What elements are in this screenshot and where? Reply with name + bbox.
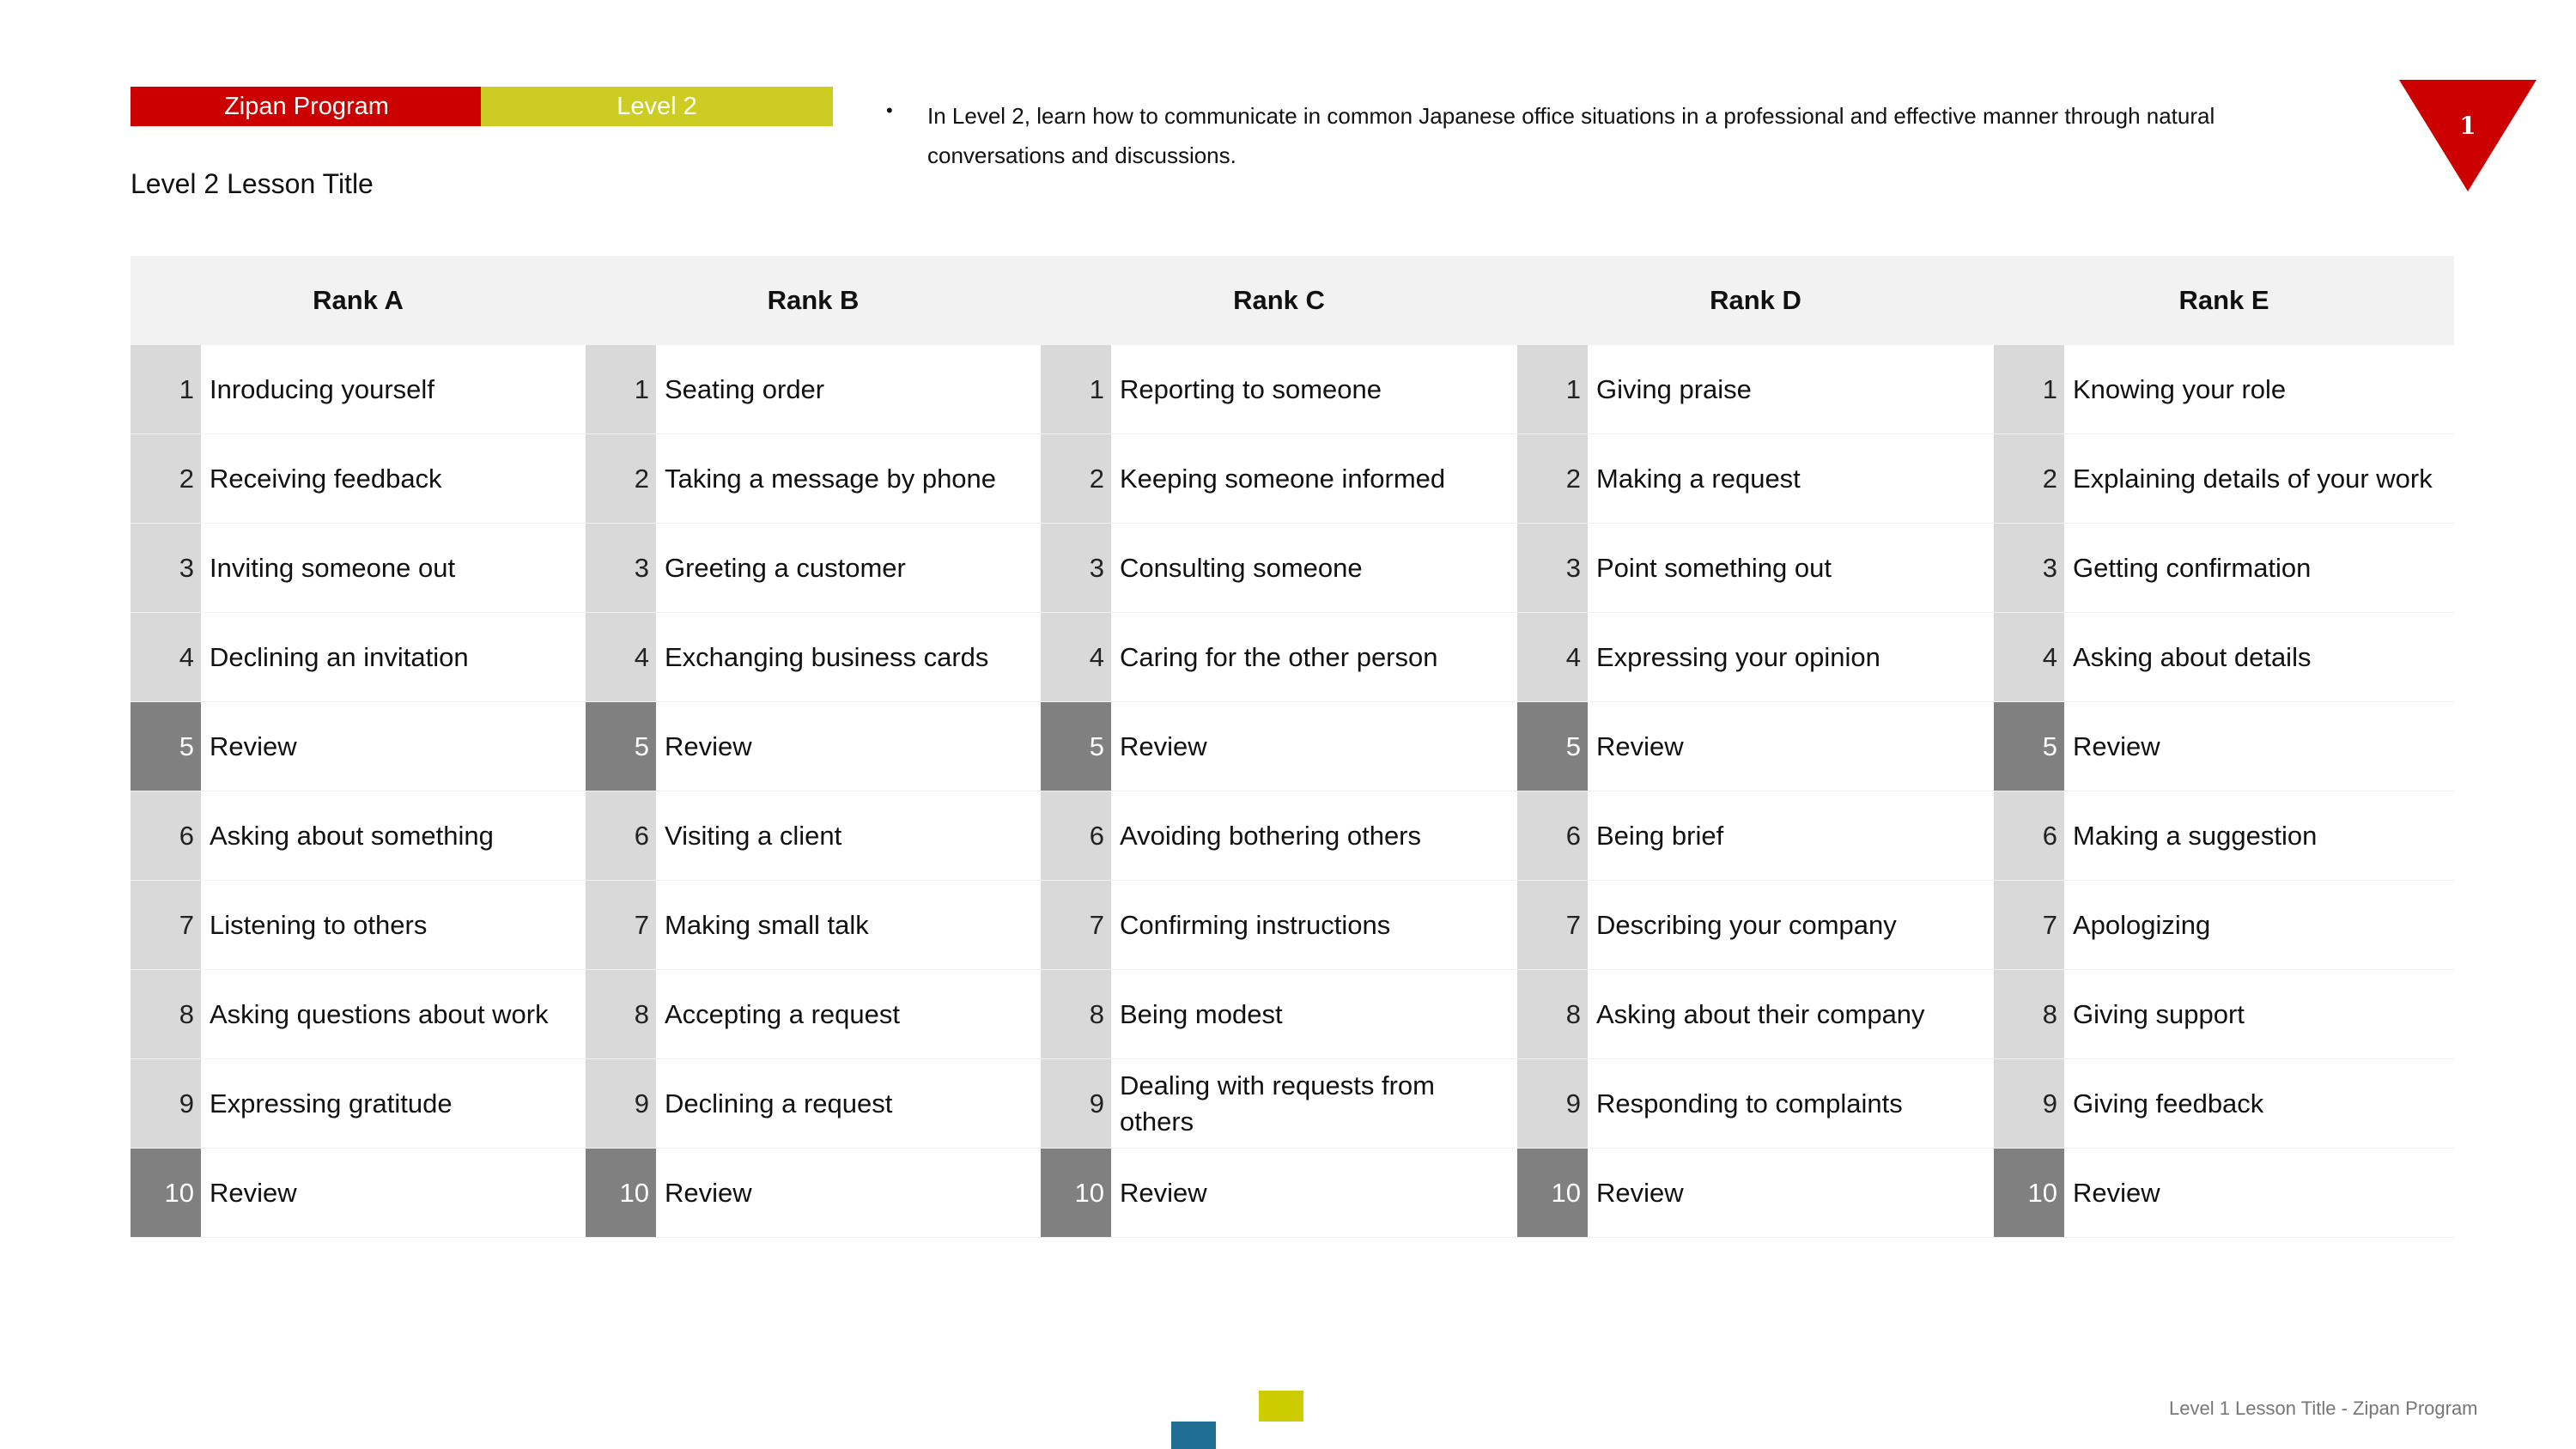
lesson-number: 3 — [131, 524, 201, 612]
lesson-title: Receiving feedback — [210, 463, 442, 494]
lesson-row — [131, 881, 586, 970]
lesson-row — [586, 524, 1041, 613]
lesson-number: 3 — [1517, 524, 1588, 612]
curriculum-table — [131, 256, 2454, 1238]
lesson-number: 9 — [1517, 1059, 1588, 1148]
lesson-row — [1994, 881, 2454, 970]
lesson-number: 4 — [1994, 613, 2064, 701]
lesson-number: 2 — [586, 434, 656, 523]
review-row — [131, 1149, 586, 1238]
lesson-title: Asking about something — [210, 820, 494, 851]
lesson-title: Avoiding bothering others — [1120, 820, 1422, 851]
rank-header: Rank A — [131, 256, 586, 345]
lesson-number: 5 — [1041, 702, 1111, 791]
lesson-number: 1 — [1041, 345, 1111, 433]
decorative-yellow-square — [1259, 1391, 1303, 1422]
lesson-number: 1 — [586, 345, 656, 433]
lesson-title: Greeting a customer — [665, 552, 906, 583]
lesson-title: Giving feedback — [2073, 1088, 2264, 1119]
lesson-number: 2 — [1517, 434, 1588, 523]
lesson-title: Describing your company — [1596, 909, 1897, 940]
rank-column — [131, 256, 586, 1238]
lesson-row — [131, 613, 586, 702]
lesson-number: 7 — [131, 881, 201, 969]
lesson-title: Exchanging business cards — [665, 641, 989, 672]
description-bullet: • — [886, 100, 893, 121]
lesson-row — [1517, 881, 1994, 970]
lesson-number: 5 — [1517, 702, 1588, 791]
lesson-number: 7 — [586, 881, 656, 969]
lesson-title: Expressing gratitude — [210, 1088, 453, 1119]
lesson-number: 8 — [1994, 970, 2064, 1058]
lesson-number: 5 — [131, 702, 201, 791]
lesson-number: 8 — [131, 970, 201, 1058]
lesson-row — [1041, 434, 1517, 524]
lesson-title: Being brief — [1596, 820, 1724, 851]
lesson-title: Declining an invitation — [210, 641, 469, 672]
footer-text: Level 1 Lesson Title - Zipan Program — [2169, 1397, 2478, 1419]
lesson-number: 1 — [131, 345, 201, 433]
lesson-number: 6 — [1517, 791, 1588, 880]
lesson-row — [1517, 613, 1994, 702]
program-badge: Zipan Program — [131, 87, 483, 126]
lesson-row — [131, 434, 586, 524]
lesson-title: Consulting someone — [1120, 552, 1363, 583]
lesson-title: Making a suggestion — [2073, 820, 2318, 851]
lesson-row — [1041, 613, 1517, 702]
lesson-number: 2 — [1041, 434, 1111, 523]
level-badge: Level 2 — [481, 87, 833, 126]
rank-column — [1994, 256, 2454, 1238]
lesson-number: 1 — [1517, 345, 1588, 433]
lesson-row — [1994, 613, 2454, 702]
lesson-number: 2 — [1994, 434, 2064, 523]
lesson-title: Review — [1120, 731, 1207, 761]
lesson-number: 4 — [131, 613, 201, 701]
lesson-row — [131, 791, 586, 881]
lesson-row — [1994, 1059, 2454, 1149]
lesson-row — [586, 970, 1041, 1059]
lesson-number: 9 — [131, 1059, 201, 1148]
lesson-row — [586, 881, 1041, 970]
lesson-number: 8 — [1041, 970, 1111, 1058]
lesson-title: Expressing your opinion — [1596, 641, 1880, 672]
lesson-title: Inroducing yourself — [210, 373, 434, 404]
lesson-title: Making small talk — [665, 909, 869, 940]
lesson-number: 6 — [1041, 791, 1111, 880]
lesson-row — [1517, 524, 1994, 613]
rank-column — [586, 256, 1041, 1238]
lesson-number: 6 — [586, 791, 656, 880]
lesson-number: 9 — [1041, 1059, 1111, 1148]
lesson-title: Listening to others — [210, 909, 428, 940]
lesson-number: 10 — [1041, 1149, 1111, 1237]
review-row — [1517, 1149, 1994, 1238]
lesson-title: Asking about details — [2073, 641, 2312, 672]
lesson-title: Explaining details of your work — [2073, 463, 2433, 494]
rank-header: Rank E — [1994, 256, 2454, 345]
lesson-row — [1994, 791, 2454, 881]
lesson-row — [1041, 1059, 1517, 1149]
lesson-row — [1517, 434, 1994, 524]
lesson-title: Review — [210, 731, 297, 761]
lesson-row — [586, 613, 1041, 702]
lesson-title: Review — [2073, 1177, 2160, 1208]
rank-column — [1041, 256, 1517, 1238]
lesson-title: Apologizing — [2073, 909, 2211, 940]
lesson-title: Visiting a client — [665, 820, 842, 851]
review-row — [1041, 1149, 1517, 1238]
lesson-row — [1994, 970, 2454, 1059]
rank-header: Rank B — [586, 256, 1041, 345]
lesson-row — [1517, 345, 1994, 434]
lesson-number: 3 — [586, 524, 656, 612]
lesson-number: 7 — [1994, 881, 2064, 969]
lesson-row — [1517, 970, 1994, 1059]
lesson-number: 10 — [586, 1149, 656, 1237]
lesson-title: Review — [1596, 731, 1684, 761]
lesson-title: Review — [665, 1177, 752, 1208]
lesson-row — [131, 970, 586, 1059]
lesson-number: 4 — [1517, 613, 1588, 701]
lesson-number: 10 — [1517, 1149, 1588, 1237]
review-row — [1041, 702, 1517, 791]
lesson-number: 9 — [586, 1059, 656, 1148]
lesson-row — [586, 434, 1041, 524]
lesson-number: 3 — [1994, 524, 2064, 612]
lesson-title: Review — [1120, 1177, 1207, 1208]
lesson-number: 5 — [1994, 702, 2064, 791]
lesson-title: Level 2 Lesson Title — [131, 168, 374, 199]
lesson-title: Getting confirmation — [2073, 552, 2312, 583]
lesson-title: Declining a request — [665, 1088, 893, 1119]
lesson-title: Confirming instructions — [1120, 909, 1391, 940]
lesson-row — [1041, 524, 1517, 613]
lesson-row — [131, 524, 586, 613]
lesson-title: Taking a message by phone — [665, 463, 997, 494]
level-description: In Level 2, learn how to communicate in common Japanese office situations in a professional and effective manner through natural conversations and discussions. — [927, 103, 2215, 168]
lesson-row — [586, 345, 1041, 434]
lesson-title: Keeping someone informed — [1120, 463, 1446, 494]
lesson-number: 2 — [131, 434, 201, 523]
lesson-row — [1994, 524, 2454, 613]
lesson-title: Asking about their company — [1596, 998, 1925, 1029]
lesson-title: Knowing your role — [2073, 373, 2287, 404]
lesson-row — [586, 791, 1041, 881]
lesson-row — [586, 1059, 1041, 1149]
review-row — [131, 702, 586, 791]
lesson-title: Dealing with requests from others — [1120, 1070, 1435, 1137]
lesson-row — [1041, 970, 1517, 1059]
lesson-row — [1994, 345, 2454, 434]
lesson-row — [1041, 881, 1517, 970]
lesson-title: Inviting someone out — [210, 552, 456, 583]
review-row — [586, 702, 1041, 791]
lesson-number: 1 — [1994, 345, 2064, 433]
lesson-number: 10 — [1994, 1149, 2064, 1237]
lesson-number: 8 — [586, 970, 656, 1058]
rank-header: Rank C — [1041, 256, 1517, 345]
lesson-title: Accepting a request — [665, 998, 901, 1029]
lesson-number: 10 — [131, 1149, 201, 1237]
lesson-number: 6 — [131, 791, 201, 880]
lesson-title: Seating order — [665, 373, 825, 404]
lesson-row — [1041, 345, 1517, 434]
review-row — [1517, 702, 1994, 791]
lesson-title: Reporting to someone — [1120, 373, 1382, 404]
lesson-title: Giving support — [2073, 998, 2245, 1029]
lesson-number: 6 — [1994, 791, 2064, 880]
lesson-row — [1041, 791, 1517, 881]
lesson-number: 8 — [1517, 970, 1588, 1058]
review-row — [1994, 702, 2454, 791]
lesson-row — [131, 345, 586, 434]
lesson-title: Responding to complaints — [1596, 1088, 1903, 1119]
lesson-title: Review — [665, 731, 752, 761]
lesson-number: 7 — [1041, 881, 1111, 969]
lesson-number: 9 — [1994, 1059, 2064, 1148]
lesson-number: 7 — [1517, 881, 1588, 969]
lesson-number: 3 — [1041, 524, 1111, 612]
lesson-title: Giving praise — [1596, 373, 1752, 404]
lesson-title: Point something out — [1596, 552, 1832, 583]
lesson-title: Making a request — [1596, 463, 1801, 494]
lesson-title: Asking questions about work — [210, 998, 549, 1029]
lesson-title: Being modest — [1120, 998, 1283, 1029]
lesson-row — [1994, 434, 2454, 524]
lesson-title: Review — [210, 1177, 297, 1208]
review-row — [1994, 1149, 2454, 1238]
lesson-row — [1517, 791, 1994, 881]
decorative-blue-square — [1171, 1422, 1216, 1449]
lesson-number: 4 — [586, 613, 656, 701]
lesson-number: 5 — [586, 702, 656, 791]
lesson-row — [131, 1059, 586, 1149]
lesson-title: Review — [2073, 731, 2160, 761]
rank-header: Rank D — [1517, 256, 1994, 345]
lesson-number: 4 — [1041, 613, 1111, 701]
lesson-title: Review — [1596, 1177, 1684, 1208]
lesson-row — [1517, 1059, 1994, 1149]
review-row — [586, 1149, 1041, 1238]
rank-column — [1517, 256, 1994, 1238]
page-number: 1 — [2459, 112, 2476, 140]
lesson-title: Caring for the other person — [1120, 641, 1438, 672]
